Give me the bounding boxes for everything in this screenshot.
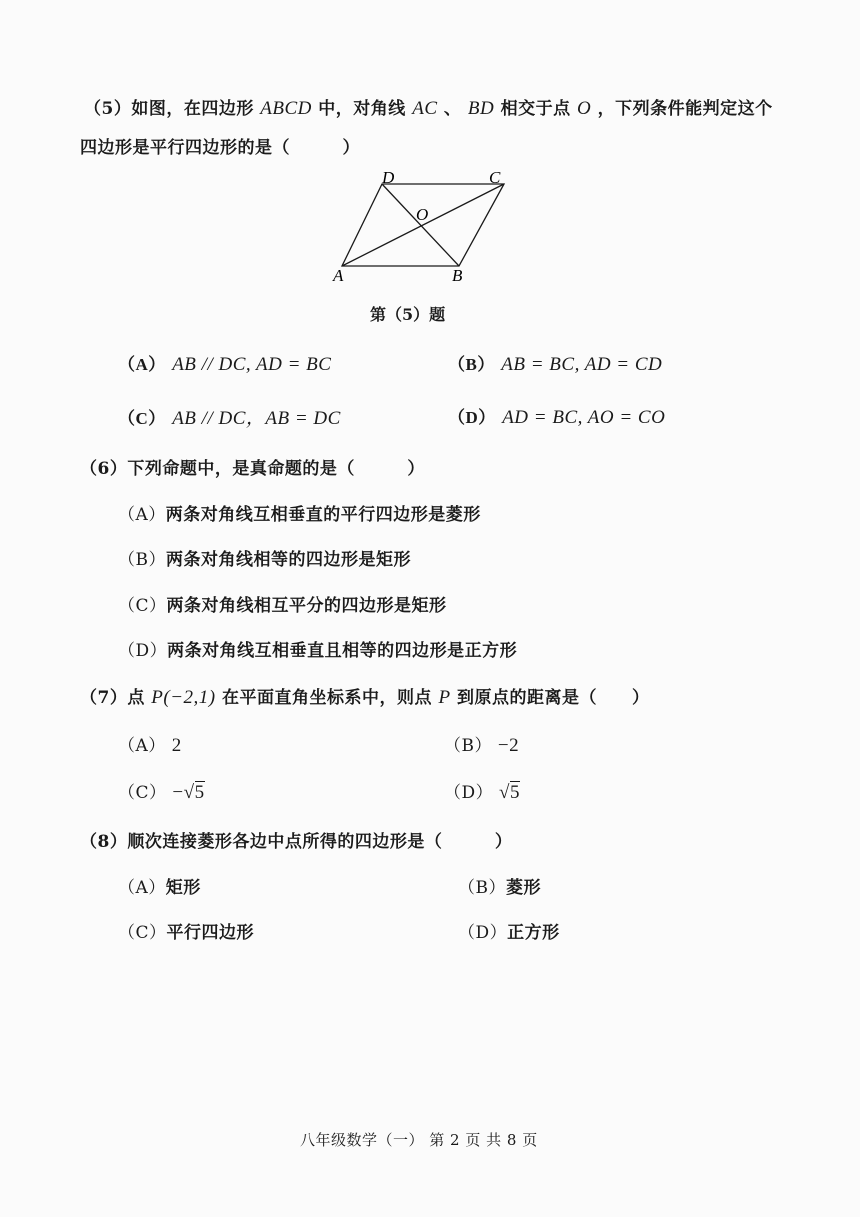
q5-text-prefix: （5）如图，在四边形 <box>84 99 254 119</box>
vertex-label-c: C <box>489 168 501 187</box>
option-label: （D） <box>448 408 496 427</box>
q5-diag-bd: BD <box>467 98 495 119</box>
option-text: 正方形 <box>507 923 560 943</box>
intersection-label-o: O <box>416 205 429 224</box>
q5-text-mid1: 中，对角线 <box>318 99 406 119</box>
q8-stem: （8）顺次连接菱形各边中点所得的四边形是（ ） <box>80 832 513 852</box>
option-text: 两条对角线相等的四边形是矩形 <box>166 550 411 570</box>
q7-option-a[interactable] <box>118 731 182 757</box>
q5-option-b[interactable] <box>448 350 662 376</box>
option-text: 矩形 <box>165 878 201 898</box>
option-text: AB // DC, AD = BC <box>172 354 332 375</box>
q8-option-a[interactable] <box>118 873 201 898</box>
option-label: （C） <box>118 923 167 943</box>
q7-stem <box>80 683 649 709</box>
option-label: （A） <box>118 878 166 898</box>
q8-option-c[interactable] <box>118 918 254 943</box>
option-text: AB = BC, AD = CD <box>501 354 663 375</box>
sqrt-radicand: 5 <box>509 782 520 803</box>
option-text: 平行四边形 <box>166 923 255 943</box>
q6-stem: （6）下列命题中，是真命题的是（ ） <box>80 459 425 479</box>
q7-p: P <box>438 687 451 708</box>
option-text: AD = BC, AO = CO <box>502 407 666 428</box>
q7-point-p: P(−2,1) <box>151 687 216 708</box>
option-label: （D） <box>458 923 508 943</box>
option-label: （D） <box>444 783 494 803</box>
q7-option-d[interactable] <box>444 778 520 804</box>
q5-text-sep: 、 <box>443 99 462 119</box>
option-text: 两条对角线相互平分的四边形是矩形 <box>166 596 447 616</box>
q7-text-prefix: （7）点 <box>80 688 145 708</box>
figure-caption: 第（5）题 <box>370 305 446 324</box>
q8-option-b[interactable] <box>458 873 541 898</box>
option-label: （C） <box>118 596 167 616</box>
option-text: −2 <box>497 735 520 756</box>
q5-text-mid2: 相交于点 <box>500 99 571 119</box>
option-text: 两条对角线互相垂直且相等的四边形是正方形 <box>167 641 518 661</box>
q5-option-a[interactable] <box>118 350 331 376</box>
option-label: （B） <box>458 878 506 898</box>
q6-option-d[interactable] <box>118 636 517 661</box>
parallelogram-figure <box>326 168 516 286</box>
option-text: 2 <box>171 735 182 756</box>
option-label: （A） <box>118 355 166 374</box>
q7-option-b[interactable] <box>444 731 519 757</box>
q5-diag-ac: AC <box>412 98 438 119</box>
q6-option-a[interactable] <box>118 500 481 525</box>
q5-stem-line2: 四边形是平行四边形的是（ ） <box>80 138 360 158</box>
q5-option-c[interactable] <box>118 403 341 430</box>
q6-option-b[interactable] <box>118 545 411 570</box>
diagonal-bd <box>382 184 459 266</box>
q8-option-d[interactable] <box>458 918 560 943</box>
sqrt-sign: √ <box>183 782 195 803</box>
vertex-label-a: A <box>333 266 344 285</box>
q5-option-d[interactable] <box>448 403 665 429</box>
option-text: − <box>172 782 184 803</box>
option-label: （C） <box>118 409 166 428</box>
page-footer: 八年级数学（一） 第 2 页 共 8 页 <box>300 1131 538 1149</box>
option-text: 两条对角线互相垂直的平行四边形是菱形 <box>165 505 481 525</box>
vertex-label-b: B <box>452 266 463 285</box>
option-label: （A） <box>118 505 166 525</box>
option-label: （A） <box>118 736 166 756</box>
diagonal-ac <box>342 184 504 266</box>
q6-option-c[interactable] <box>118 591 447 616</box>
q5-point-o: O <box>577 98 592 119</box>
option-label: （B） <box>118 550 166 570</box>
q7-option-c[interactable] <box>118 778 205 804</box>
vertex-label-d: D <box>382 168 395 187</box>
q5-stem-line1 <box>84 94 773 120</box>
option-label: （B） <box>444 736 492 756</box>
sqrt-sign: √ <box>499 782 510 803</box>
option-text: 菱形 <box>506 878 541 898</box>
option-label: （B） <box>448 355 495 374</box>
option-label: （C） <box>118 783 167 803</box>
option-label: （D） <box>118 641 168 661</box>
q5-quad-name: ABCD <box>260 98 312 119</box>
q7-text-mid: 在平面直角坐标系中，则点 <box>222 688 433 708</box>
q7-text-suffix: 到原点的距离是（ ） <box>456 688 650 708</box>
q5-text-suffix: ，下列条件能判定这个 <box>597 99 773 119</box>
option-text: AB // DC，AB = DC <box>172 408 341 429</box>
sqrt-radicand: 5 <box>194 782 205 803</box>
